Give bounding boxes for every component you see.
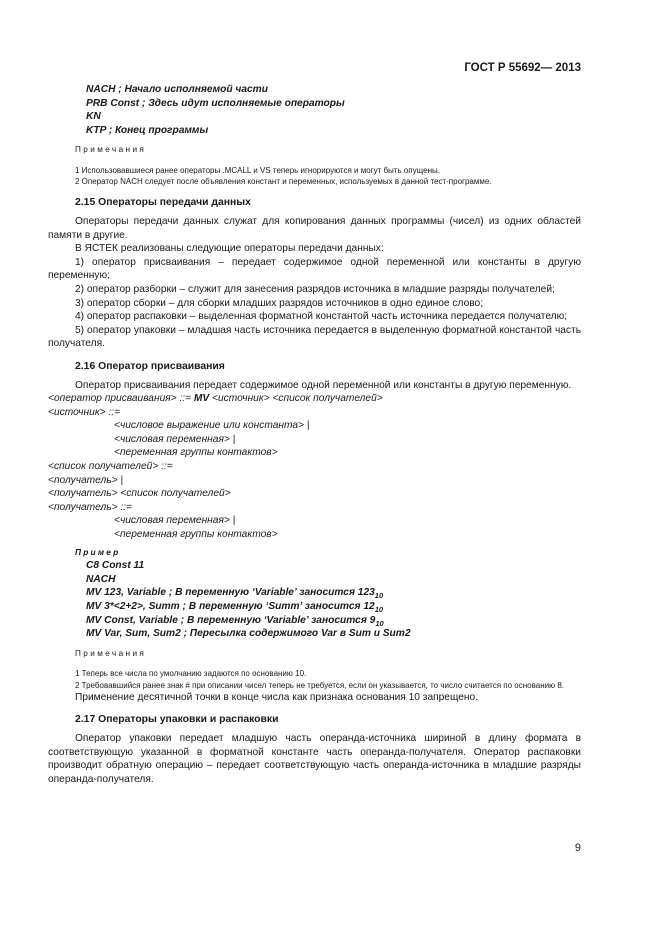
paragraph: Оператор присваивания передает содержимое одной переменной или константы в другую переменную. [75, 379, 572, 391]
grammar-line: <числовое выражение или константа> | [114, 420, 310, 432]
grammar-line: <числовая переменная> | [114, 433, 236, 445]
paragraph: В ЯСТЕК реализованы следующие операторы передачи данных: [75, 243, 384, 255]
grammar-text: <оператор присваивания> ::= [48, 393, 194, 405]
grammar-line [48, 392, 581, 406]
note-item: 2 Требовавшийся ранее знак # при описании чисел теперь не требуется, если он указывается, то число считается по основанию 8. [75, 680, 565, 690]
grammar-keyword: MV [193, 393, 210, 405]
code-line: C8 Const 11 [86, 560, 145, 572]
code-line [48, 600, 581, 614]
code-line: NACH [86, 573, 116, 585]
grammar-line: <список получателей> ::= [48, 461, 173, 473]
base-subscript: 10 [374, 605, 384, 615]
list-item: 3) оператор сборки – для сборки младших разрядов источников в одно единое слово; [75, 297, 484, 309]
grammar-line: <получатель> <список получателей> [48, 488, 231, 500]
section-heading: 2.16 Оператор присваивания [75, 360, 225, 372]
paragraph: Операторы передачи данных служат для копирования данных программы (чисел) из одних областей памяти в другие. [48, 215, 581, 241]
notes-title: Примечания [75, 145, 147, 155]
code-line: PRB Const ; Здесь идут исполняемые операторы [86, 97, 345, 109]
notes-title: Примечания [75, 648, 147, 658]
code-line [48, 614, 581, 628]
list-item: 1) оператор присваивания – передает содержимое одной переменной или константы в другую переменную; [48, 256, 581, 282]
grammar-line: <переменная группы контактов> [114, 529, 278, 541]
note-item: 1 Использовавшиеся ранее операторы .MCALL и VS теперь игнорируются и могут быть опущены. [75, 165, 440, 175]
paragraph: Оператор упаковки передает младшую часть операнда-источника шириной в длину формата в соответствующую указанной в форматной константе часть операнда-получателя. Оператор распаковки производит обратную операцию – передает соответствующую часть операнда-источника в младшие разряды операнда-получателя. [48, 732, 581, 785]
paragraph: Применение десятичной точки в конце числа как признака основания 10 запрещено. [75, 691, 479, 703]
page-number: 9 [574, 842, 581, 854]
list-item: 5) оператор упаковки – младшая часть источника передается в выделенную форматной константой часть получателя. [48, 324, 581, 350]
list-item: 4) оператор распаковки – выделенная форматной константой часть источника передается получателю; [75, 311, 568, 323]
example-title: Пример [75, 546, 121, 557]
page-content [48, 83, 581, 786]
section-heading: 2.17 Операторы упаковки и распаковки [75, 714, 279, 726]
code-line: KN [86, 111, 101, 123]
grammar-line: <числовая переменная> | [114, 515, 236, 527]
code-line: MV Var, Sum, Sum2 ; Пересылка содержимого Var в Sum и Sum2 [86, 628, 411, 640]
code-line: NACH ; Начало исполняемой части [86, 84, 268, 95]
code-line [48, 586, 581, 600]
grammar-line: <получатель> ::= [48, 501, 132, 513]
grammar-line: <переменная группы контактов> [114, 447, 278, 459]
base-subscript: 10 [374, 591, 384, 601]
grammar-line: <источник> ::= [48, 406, 121, 418]
list-item: 2) оператор разборки – служит для занесения разрядов источника в младшие разряды получателей; [75, 283, 555, 295]
base-subscript: 10 [375, 618, 384, 628]
grammar-line: <получатель> | [48, 474, 124, 486]
code-text: MV Const, Variable ; В переменную ‘Variable’ заносится 9 [86, 614, 376, 626]
grammar-text: <источник> <список получателей> [209, 393, 383, 405]
note-item: 1 Теперь все числа по умолчанию задаются по основанию 10. [75, 669, 307, 679]
document-header: ГОСТ Р 55692— 2013 [464, 62, 581, 74]
section-heading: 2.15 Операторы передачи данных [75, 197, 251, 209]
code-text: MV 123, Variable ; В переменную ‘Variable’ заносится 123 [86, 587, 375, 599]
code-line: KTP ; Конец программы [86, 124, 209, 136]
note-item: 2 Оператор NACH следует после объявления констант и переменных, используемых в данной тест-программе. [75, 177, 492, 187]
code-text: MV 3*<2+2>, Summ ; В переменную ‘Summ’ заносится 12 [86, 601, 375, 612]
